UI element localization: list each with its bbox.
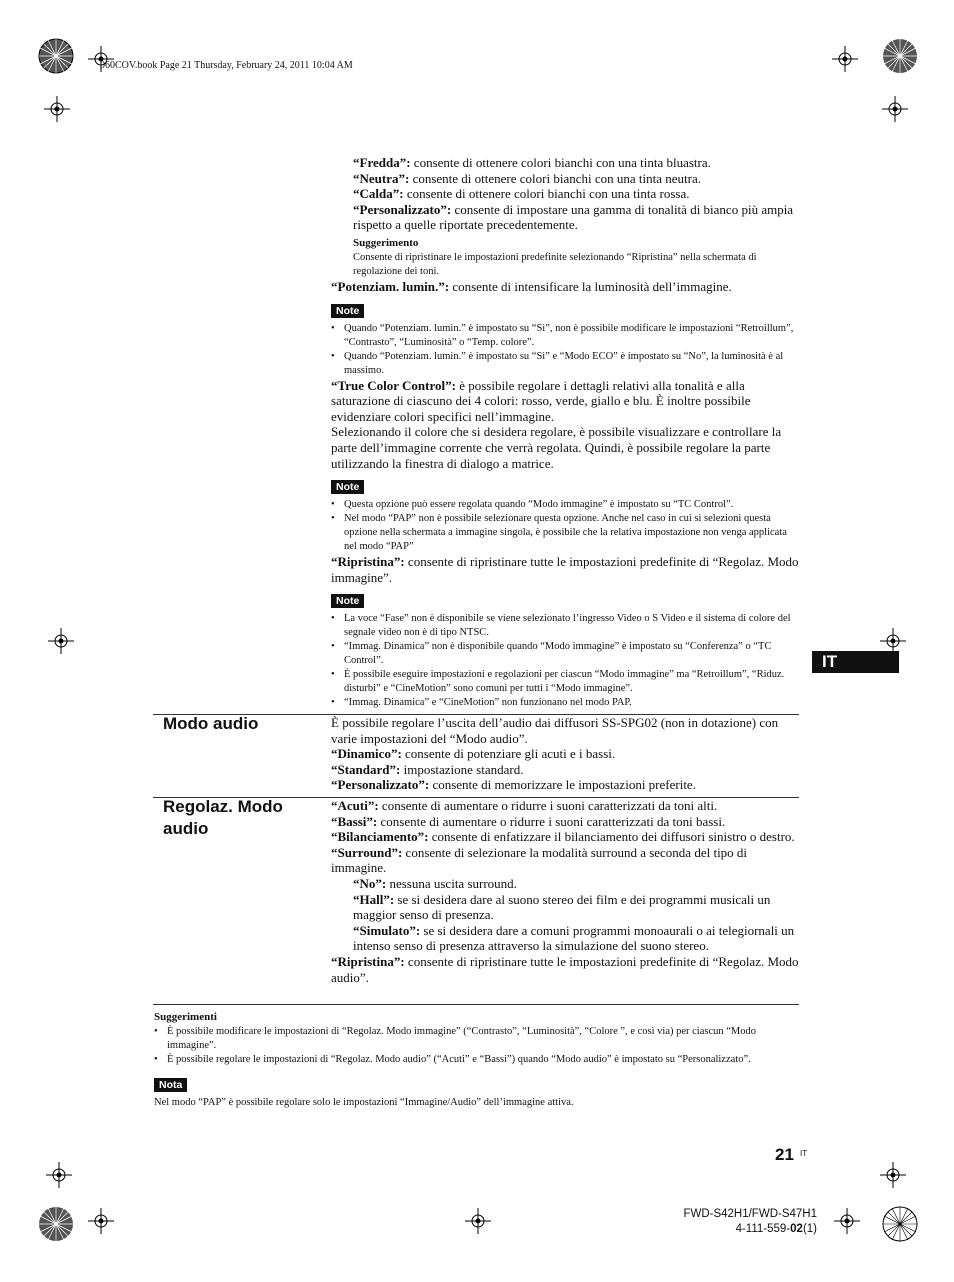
modo-audio-intro: È possibile regolare l’uscita dell’audio dai diffusori SS-SPG02 (non in dotazione) con varie impostazioni del “Modo audio”.	[331, 715, 779, 746]
true-color-control: “True Color Control”: è possibile regolare i dettagli relativi alla tonalità e alla saturazione di ciascuno dei 4 colori: rosso, verde, giallo e blu. È inoltre possibile evidenziare colori specifici nell’immagine.	[331, 377, 751, 424]
modo-audio-personalizzato: “Personalizzato”: consente di memorizzare le impostazioni preferite.	[331, 777, 696, 793]
note-item: • Nel modo “PAP” non è possibile selezionare questa opzione. Anche nel caso in cui si selezioni questa opzione nella schermata a immagine singola, è possibile che la relativa impostazione non venga applicata nel modo “PAP”	[331, 512, 801, 554]
nota-badge: Nota	[154, 1078, 187, 1092]
note-item: • “Immag. Dinamica” e “CineMotion” non funzionano nel modo PAP.	[331, 696, 801, 710]
white-balance-presets	[331, 155, 801, 710]
regolaz-surround: “Surround”: consente di selezionare la modalità surround a seconda del tipo di immagine.	[331, 844, 748, 876]
modo-audio-dinamico: “Dinamico”: consente di potenziare gli acuti e i bassi.	[331, 746, 616, 762]
preset-fredda: “Fredda”: consente di ottenere colori bianchi con una tinta bluastra.	[353, 155, 711, 170]
note-badge: Note	[331, 594, 364, 608]
note-badge: Note	[331, 304, 364, 318]
section-heading-regolaz-modo-audio: Regolaz. Modo audio	[163, 797, 283, 838]
note-block-2	[331, 477, 801, 554]
starburst-mark-bottom-left-icon	[38, 1206, 74, 1242]
true-color-control-detail: Selezionando il colore che si desidera regolare, è possibile visualizzare e controllare la parte dell’immagine corrente che verrà regolata. Quindi, è possibile regolare la parte utilizzando la finestra di dialogo a matrice.	[331, 424, 782, 471]
crosshair-mark-right-top-icon	[882, 96, 908, 122]
starburst-mark-top-left-icon	[38, 38, 74, 74]
crosshair-mark-bottom-right-icon	[834, 1208, 860, 1234]
note-item: • È possibile eseguire impostazioni e regolazioni per ciascun “Modo immagine” ma “Retroillum”, “Riduz. disturbi” e “CineMotion” sono comuni per tutti i “Modo immagine”.	[331, 668, 801, 696]
surround-simulato: “Simulato”: se si desidera dare a comuni programmi monoaurali o ai telegiornali un intenso senso di presenza attraverso la simulazione del suono stereo.	[353, 922, 795, 954]
nota-text: Nel modo “PAP” è possibile regolare solo le impostazioni “Immagine/Audio” dell’immagine attiva.	[154, 1097, 574, 1108]
note-block-3	[331, 591, 801, 710]
section-heading-modo-audio: Modo audio	[163, 714, 259, 733]
potenziam-lumin: “Potenziam. lumin.”: consente di intensificare la luminosità dell’immagine.	[331, 278, 732, 294]
note-item: • “Immag. Dinamica” non è disponibile quando “Modo immagine” è impostato su “Conferenza” o “TC Control”.	[331, 640, 801, 668]
file-info-header: 060COV.book Page 21 Thursday, February 24, 2011 10:04 AM	[100, 60, 353, 71]
regolaz-bilanciamento: “Bilanciamento”: consente di enfatizzare il bilanciamento dei diffusori sinistro o destro.	[331, 829, 795, 845]
regolaz-modo-audio-body	[331, 798, 801, 985]
note-item: • Questa opzione può essere regolata quando “Modo immagine” è impostato su “TC Control”.	[331, 498, 801, 512]
note-item: • Quando “Potenziam. lumin.” è impostato su “Sì”, non è possibile modificare le impostazioni “Retroillum”, “Contrasto”, “Luminosità” o “Temp. colore”.	[331, 322, 801, 350]
starburst-mark-bottom-right-icon	[882, 1206, 918, 1242]
crosshair-mark-left-bottom-icon	[46, 1162, 72, 1188]
ripristina-audio: “Ripristina”: consente di ripristinare tutte le impostazioni predefinite di “Regolaz. Modo audio”.	[331, 953, 799, 985]
starburst-mark-top-right-icon	[882, 38, 918, 74]
language-tab: IT	[812, 651, 899, 673]
model-info	[683, 1207, 817, 1237]
preset-personalizzato: “Personalizzato”: consente di impostare una gamma di tonalità di bianco più ampia rispetto a quelle riportate precedentemente.	[353, 201, 794, 233]
section-divider	[153, 1004, 799, 1005]
crosshair-mark-top-right-icon	[832, 46, 858, 72]
modo-audio-standard: “Standard”: impostazione standard.	[331, 761, 524, 777]
note-block-1	[331, 301, 801, 378]
regolaz-bassi: “Bassi”: consente di aumentare o ridurre i suoni caratterizzati da toni bassi.	[331, 813, 726, 829]
tip-text: Consente di ripristinare le impostazioni predefinite selezionando “Ripristina” nella schermata di regolazione dei toni.	[353, 251, 757, 277]
crosshair-mark-right-bottom-icon	[880, 1162, 906, 1188]
crosshair-mark-left-middle-icon	[48, 628, 74, 654]
note-item: • Quando “Potenziam. lumin.” è impostato su “Sì” e “Modo ECO” è impostato su “No”, la luminosità è al massimo.	[331, 350, 801, 378]
model-number: FWD-S42H1/FWD-S47H1	[683, 1208, 817, 1220]
tip-title: Suggerimento	[353, 236, 419, 249]
tip-block	[331, 237, 801, 279]
preset-neutra: “Neutra”: consente di ottenere colori bianchi con una tinta neutra.	[353, 170, 701, 186]
note-badge: Note	[331, 480, 364, 494]
page-number-suffix: IT	[800, 1149, 808, 1158]
page-number: 21	[775, 1145, 794, 1164]
crosshair-mark-bottom-center-icon	[465, 1208, 491, 1234]
surround-no: “No”: nessuna uscita surround.	[353, 875, 517, 891]
part-number: 4-111-559-02(1)	[735, 1223, 817, 1235]
ripristina-immagine: “Ripristina”: consente di ripristinare tutte le impostazioni predefinite di “Regolaz. Modo immagine”.	[331, 554, 799, 585]
modo-audio-body	[331, 715, 801, 793]
footer-tip-item: • È possibile modificare le impostazioni di “Regolaz. Modo immagine” (“Contrasto”, “Luminosità”, “Colore ”, e così via) per ciascun “Modo immagine”.	[154, 1025, 804, 1053]
crosshair-mark-bottom-left-icon	[88, 1208, 114, 1234]
footer-tip-item: • È possibile regolare le impostazioni di “Regolaz. Modo audio” (“Acuti” e “Bassi”) quando “Modo audio” è impostato su “Personalizzato”.	[154, 1053, 804, 1067]
footer-tips	[154, 1011, 804, 1110]
surround-hall: “Hall”: se si desidera dare al suono stereo dei film e dei programmi musicali un maggior senso di presenza.	[353, 891, 771, 923]
regolaz-acuti: “Acuti”: consente di aumentare o ridurre i suoni caratterizzati da toni alti.	[331, 798, 718, 813]
crosshair-mark-left-top-icon	[44, 96, 70, 122]
footer-tips-title: Suggerimenti	[154, 1011, 217, 1023]
note-item: • La voce “Fase” non è disponibile se viene selezionato l’ingresso Video o S Video e il sistema di colore del segnale video non è di tipo NTSC.	[331, 612, 801, 640]
preset-calda: “Calda”: consente di ottenere colori bianchi con una tinta rossa.	[353, 186, 690, 202]
